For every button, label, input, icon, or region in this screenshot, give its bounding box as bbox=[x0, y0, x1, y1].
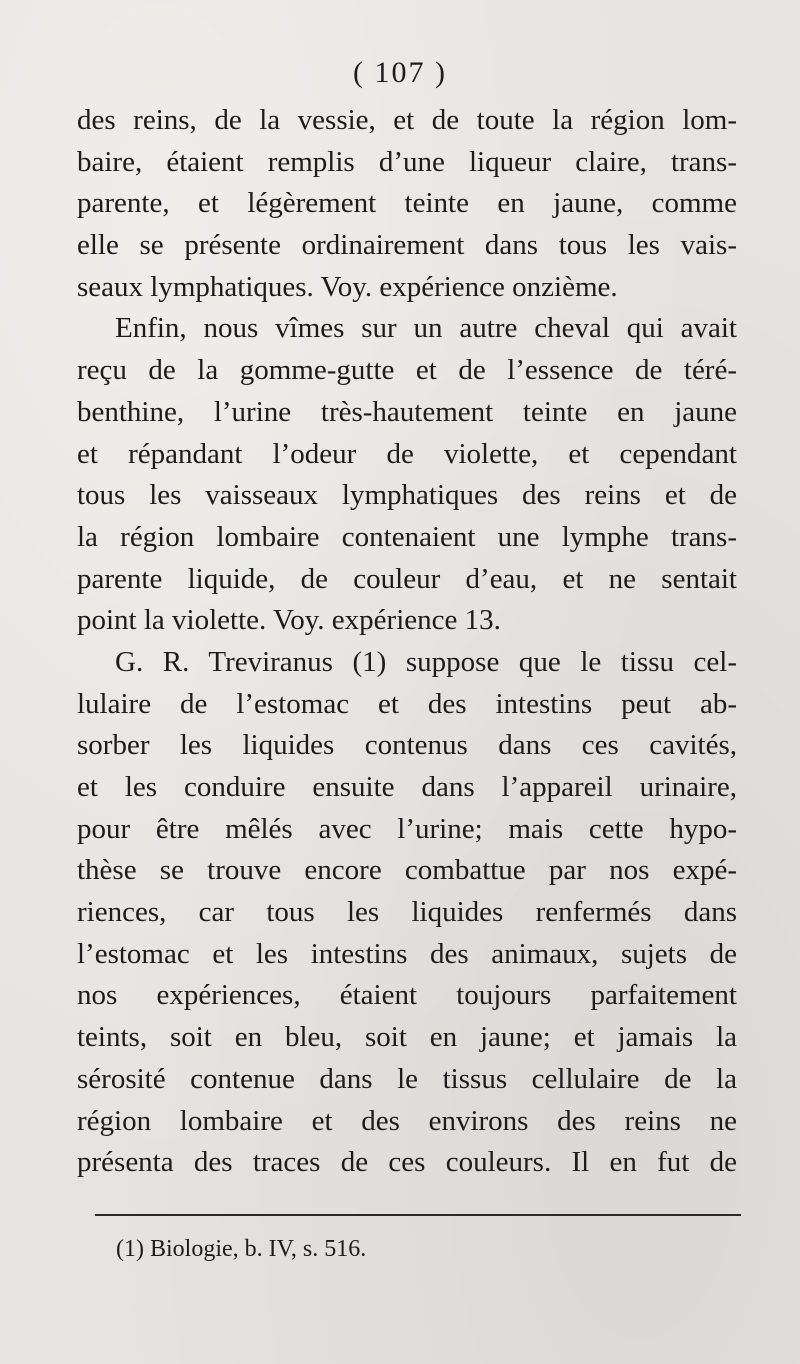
text-line: Enfin, nous vîmes sur un autre cheval qui avait bbox=[115, 312, 737, 345]
text-line: tous les vaisseaux lymphatiques des reins et de bbox=[77, 479, 737, 512]
text-line: des reins, de la vessie, et de toute la région lom- bbox=[77, 104, 737, 136]
text-line: seaux lymphatiques. Voy. expérience onzième. bbox=[77, 270, 618, 303]
text-line: parente, et légèrement teinte en jaune, comme bbox=[77, 187, 737, 220]
text-line: elle se présente ordinairement dans tous les vais- bbox=[77, 229, 737, 262]
text-line: benthine, l’urine très-hautement teinte en jaune bbox=[77, 395, 737, 428]
text-line: G. R. Treviranus (1) suppose que le tissu cel- bbox=[115, 645, 737, 678]
text-line: riences, car tous les liquides renfermés dans bbox=[77, 896, 737, 929]
text-line: parente liquide, de couleur d’eau, et ne sentait bbox=[77, 562, 737, 595]
text-line: sorber les liquides contenus dans ces cavités, bbox=[77, 729, 737, 762]
text-line: la région lombaire contenaient une lymphe trans- bbox=[77, 520, 737, 553]
text-line: l’estomac et les intestins des animaux, sujets de bbox=[77, 937, 737, 970]
footnote-rule bbox=[95, 1214, 741, 1216]
text-line: thèse se trouve encore combattue par nos expé- bbox=[77, 854, 737, 887]
text-line: point la violette. Voy. expérience 13. bbox=[77, 604, 501, 637]
text-line: sérosité contenue dans le tissus cellulaire de la bbox=[77, 1062, 737, 1095]
text-line: baire, étaient remplis d’une liqueur claire, trans- bbox=[77, 145, 737, 178]
page-number: ( 107 ) bbox=[353, 56, 447, 89]
text-line: et répandant l’odeur de violette, et cependant bbox=[77, 437, 737, 470]
text-line: lulaire de l’estomac et des intestins peut ab- bbox=[77, 687, 737, 720]
footnote: (1) Biologie, b. IV, s. 516. bbox=[116, 1236, 367, 1262]
text-line: région lombaire et des environs des reins ne bbox=[77, 1104, 737, 1137]
text-line: teints, soit en bleu, soit en jaune; et jamais la bbox=[77, 1021, 737, 1054]
text-line: reçu de la gomme-gutte et de l’essence de téré- bbox=[77, 354, 737, 387]
text-line: pour être mêlés avec l’urine; mais cette hypo- bbox=[77, 812, 737, 845]
text-line: nos expériences, étaient toujours parfaitement bbox=[77, 979, 737, 1012]
text-line: et les conduire ensuite dans l’appareil urinaire, bbox=[77, 771, 737, 803]
body-text bbox=[77, 100, 737, 1184]
text-line: présenta des traces de ces couleurs. Il en fut de bbox=[77, 1146, 737, 1179]
